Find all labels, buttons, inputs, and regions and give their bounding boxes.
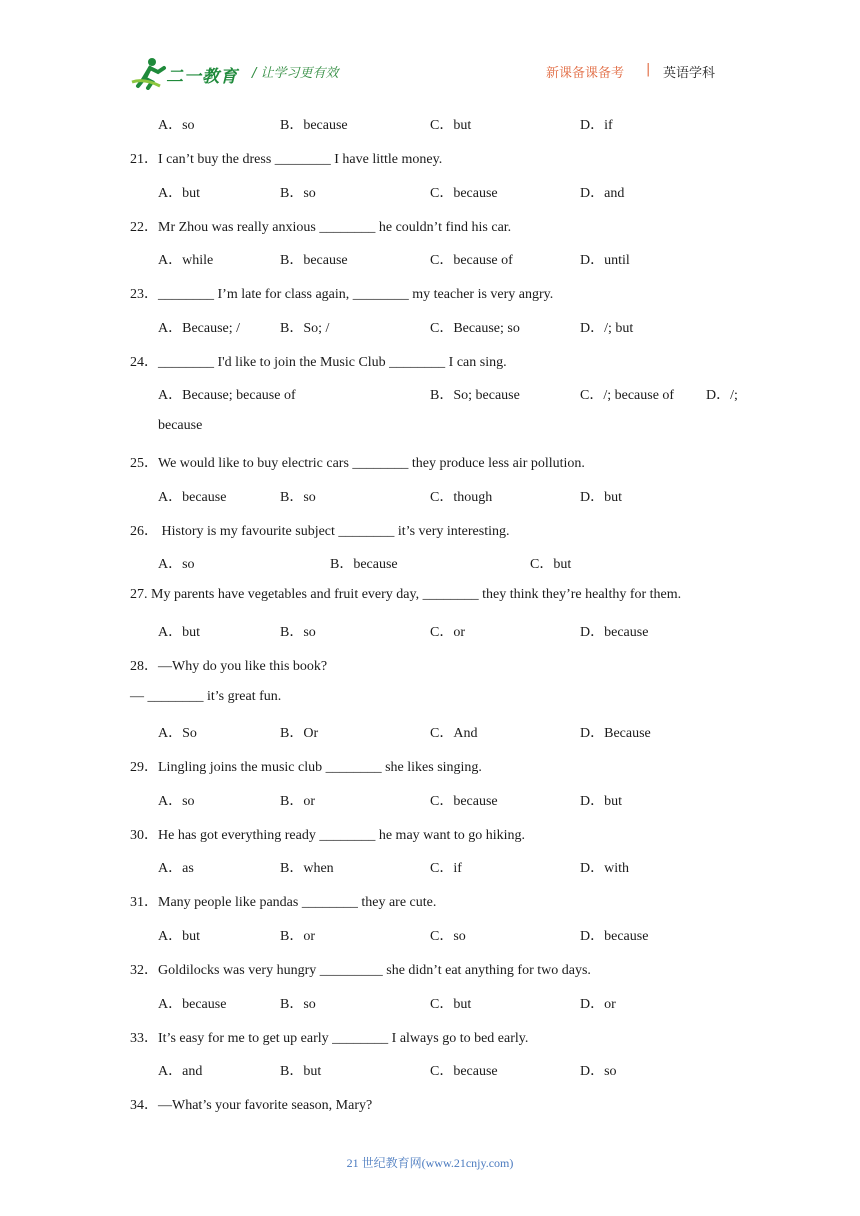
- option-b: B．or: [280, 929, 315, 944]
- option-b: B．so: [280, 186, 316, 201]
- runner-logo-icon: [130, 56, 170, 90]
- question-30-stem: 30．He has got everything ready ________ he may want to go hiking.: [130, 828, 526, 843]
- header-tag: 新课备课备考: [546, 66, 625, 81]
- option-a: A．but: [158, 929, 200, 944]
- page-header: [0, 0, 860, 100]
- option-a: A．while: [158, 253, 214, 268]
- logo: [130, 56, 240, 90]
- option-a: A．and: [158, 1064, 203, 1079]
- logo-text: 二一教育: [166, 67, 238, 87]
- option-a: A．Because; /: [158, 321, 241, 336]
- option-a: A．but: [158, 625, 200, 640]
- option-b: B．So; because: [430, 388, 520, 403]
- option-b: B．or: [280, 794, 315, 809]
- slogan: / 让学习更有效: [252, 66, 339, 81]
- option-a: A．because: [158, 490, 227, 505]
- option-c: C．though: [430, 490, 493, 505]
- question-24-stem: 24．________ I'd like to join the Music Club ________ I can sing.: [130, 355, 507, 370]
- option-d: D．until: [580, 253, 630, 268]
- option-d: D．but: [580, 794, 622, 809]
- option-b: B．because: [330, 557, 398, 572]
- question-28-stem: 28．—Why do you like this book?: [130, 659, 328, 674]
- question-33-stem: 33．It’s easy for me to get up early ________ I always go to bed early.: [130, 1031, 529, 1046]
- option-a: A．but: [158, 186, 200, 201]
- question-31-stem: 31．Many people like pandas ________ they are cute.: [130, 895, 437, 910]
- option-a: A．So: [158, 726, 197, 741]
- option-c: C．because of: [430, 253, 513, 268]
- question-22-stem: 22．Mr Zhou was really anxious ________ he couldn’t find his car.: [130, 220, 512, 235]
- question-21-stem: 21．I can’t buy the dress ________ I have little money.: [130, 152, 443, 167]
- option-d: D．/; but: [580, 321, 634, 336]
- header-subject: 英语学科: [663, 66, 716, 81]
- option-d: D．so: [580, 1064, 617, 1079]
- question-26-stem: 26． History is my favourite subject ________ it’s very interesting.: [130, 524, 510, 539]
- option-b: B．so: [280, 625, 316, 640]
- option-b: B．but: [280, 1064, 322, 1079]
- header-separator: |: [646, 62, 651, 77]
- option-b: B．because: [280, 118, 348, 133]
- option-c: C．/; because of: [580, 388, 675, 403]
- option-d: D．/;: [706, 388, 738, 403]
- option-c: C．Because; so: [430, 321, 520, 336]
- option-c: C．because: [430, 186, 498, 201]
- option-c: C．because: [430, 794, 498, 809]
- question-28-reply: — ________ it’s great fun.: [130, 689, 282, 704]
- question-23-stem: 23．________ I’m late for class again, ________ my teacher is very angry.: [130, 287, 554, 302]
- option-c: C．so: [430, 929, 466, 944]
- option-a: A．so: [158, 794, 195, 809]
- question-32-stem: 32．Goldilocks was very hungry _________ she didn’t eat anything for two days.: [130, 963, 591, 978]
- option-a: A．because: [158, 997, 227, 1012]
- option-d: D．but: [580, 490, 622, 505]
- question-27-stem: 27. My parents have vegetables and fruit every day, ________ they think they’re healthy for them.: [130, 587, 682, 602]
- option-c: C．if: [430, 861, 462, 876]
- option-a: A．Because; because of: [158, 388, 296, 403]
- question-25-stem: 25．We would like to buy electric cars ________ they produce less air pollution.: [130, 456, 585, 471]
- option-d: D．because: [580, 625, 649, 640]
- option-d: D．Because: [580, 726, 651, 741]
- option-c: C．And: [430, 726, 478, 741]
- option-c: C．but: [430, 118, 472, 133]
- option-b: B．Or: [280, 726, 319, 741]
- option-b: B．so: [280, 997, 316, 1012]
- option-b: B．So; /: [280, 321, 330, 336]
- option-a: A．as: [158, 861, 194, 876]
- option-b: B．when: [280, 861, 334, 876]
- option-a: A．so: [158, 118, 195, 133]
- option-d: D．with: [580, 861, 629, 876]
- option-c: C．or: [430, 625, 465, 640]
- option-c: C．because: [430, 1064, 498, 1079]
- option-d: D．if: [580, 118, 613, 133]
- question-34-stem: 34．—What’s your favorite season, Mary?: [130, 1098, 373, 1113]
- question-29-stem: 29．Lingling joins the music club ________ she likes singing.: [130, 760, 482, 775]
- option-d: D．and: [580, 186, 625, 201]
- option-d: D．because: [580, 929, 649, 944]
- option-d: D．or: [580, 997, 616, 1012]
- page-footer: 21 世纪教育网(www.21cnjy.com): [346, 1156, 514, 1170]
- option-b: B．so: [280, 490, 316, 505]
- option-a: A．so: [158, 557, 195, 572]
- option-c: C．but: [430, 997, 472, 1012]
- option-d-continuation: because: [158, 418, 203, 433]
- option-c: C．but: [530, 557, 572, 572]
- option-b: B．because: [280, 253, 348, 268]
